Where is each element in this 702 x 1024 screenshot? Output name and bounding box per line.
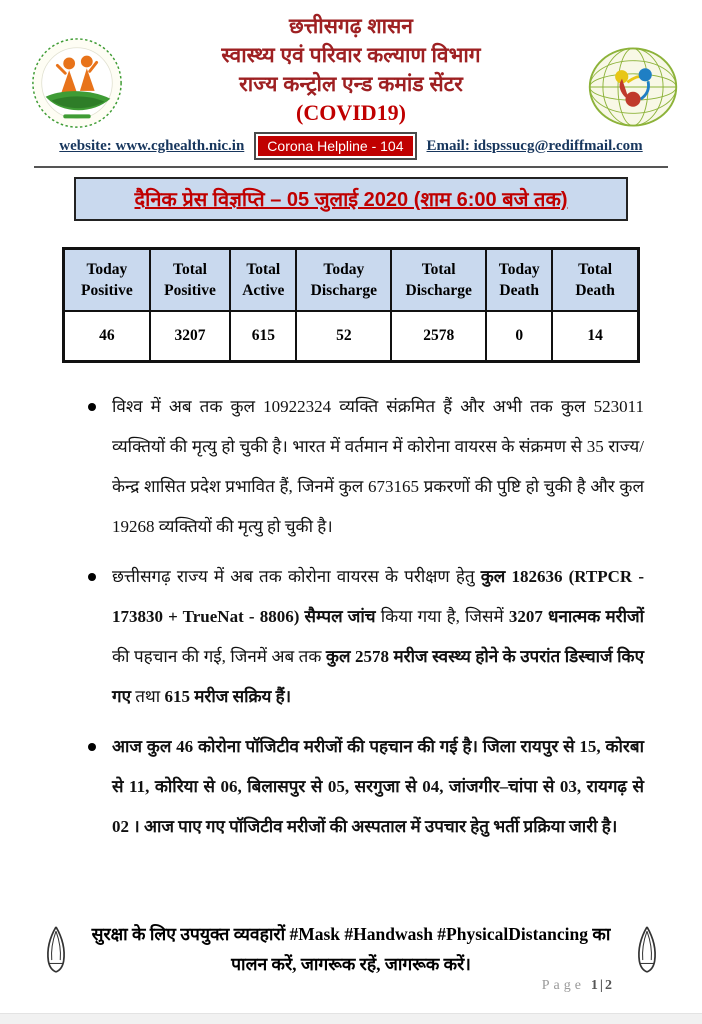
page-number-label: Page — [541, 978, 585, 993]
stats-table-header-row — [64, 249, 639, 312]
stats-value-cell: 46 — [64, 311, 150, 362]
website-link[interactable]: website: www.cghealth.nic.in — [59, 137, 245, 154]
text-segment: तथा — [135, 687, 165, 706]
stats-table — [62, 247, 640, 363]
text-segment: 615 मरीज सक्रिय हैं। — [164, 687, 292, 706]
nhm-health-mission-logo-icon — [26, 36, 128, 134]
stats-value-cell: 52 — [296, 311, 391, 362]
stats-header-cell: Total Active — [230, 249, 296, 312]
org-title-line1: छत्तीसगढ़ शासन — [289, 15, 413, 38]
text-segment: छत्तीसगढ़ राज्य में अब तक कोरोना वायरस के परीक्षण हेतु — [112, 567, 481, 586]
page-number-value: 1|2 — [590, 978, 614, 993]
org-title-line2: स्वास्थ्य एवं परिवार कल्याण विभाग — [221, 44, 481, 67]
stats-value-cell: 2578 — [391, 311, 486, 362]
text-segment: का पालन करें, जागरूक रहें, जागरूक करें। — [231, 924, 611, 974]
stats-header-cell: Total Discharge — [391, 249, 486, 312]
stats-header-cell: Total Positive — [150, 249, 231, 312]
header — [0, 0, 702, 168]
stats-value-cell: 3207 — [150, 311, 231, 362]
stats-value-cell: 0 — [486, 311, 552, 362]
footer-message-text — [79, 919, 624, 979]
date-banner-text: दैनिक प्रेस विज्ञप्ति – 05 जुलाई 2020 (शाम 6:00 बजे तक) — [134, 189, 568, 211]
text-segment: कुल 182636 (RTPCR - 173830 + TrueNat - 8806) सैम्पल जांच — [112, 567, 644, 626]
email-link[interactable]: Email: idspssucg@rediffmail.com — [426, 137, 643, 154]
stats-value-cell: 615 — [230, 311, 296, 362]
covid19-title: (COVID19) — [296, 100, 406, 125]
idsp-globe-logo-icon — [586, 44, 680, 130]
bullet-item — [86, 557, 644, 717]
footer-message — [0, 919, 702, 979]
folded-hands-icon — [630, 921, 664, 977]
stats-header-cell: Today Death — [486, 249, 552, 312]
stats-header-cell: Today Discharge — [296, 249, 391, 312]
stats-value-cell: 14 — [552, 311, 638, 362]
bottom-strip — [0, 1013, 702, 1024]
text-segment: कुल 2578 मरीज स्वस्थ्य होने के उपरांत डिस्चार्ज किए गए — [112, 647, 644, 706]
text-segment: विश्व में अब तक कुल 10922324 व्यक्ति संक्रमित हैं और अभी तक कुल 523011 व्यक्तियों की मृत्यु हो चुकी है। भारत में वर्तमान में कोरोना वायरस के संक्रमण से 35 राज्य/केन्द्र शासित प्रदेश प्रभावित हैं, जिनमें कुल 673165 प्रकरणों की पुष्टि हो चुकी है और कुल 19268 व्यक्तियों की मृत्यु हो चुकी है। — [112, 397, 644, 536]
stats-header-cell: Total Death — [552, 249, 638, 312]
text-segment: आज कुल 46 कोरोना पॉजिटीव मरीजों की पहचान की गई है। जिला रायपुर से 15, कोरबा से 11, कोरिया से 06, बिलासपुर से 05, सरगुजा से 04, जांजगीर–चांपा से 03, रायगढ़ से 02 । आज पाए गए पॉजिटीव मरीजों की अस्पताल में उपचार हेतु भर्ती प्रक्रिया जारी है। — [112, 737, 644, 836]
org-title-line3: राज्य कन्ट्रोल एन्ड कमांड सेंटर — [239, 73, 463, 96]
stats-table-value-row — [64, 311, 639, 362]
corona-helpline-box — [254, 132, 416, 160]
text-segment: #Mask #Handwash #PhysicalDistancing — [289, 924, 589, 944]
header-divider — [34, 166, 668, 168]
folded-hands-icon — [39, 921, 73, 977]
text-segment: सुरक्षा के लिए उपयुक्त व्यवहारों — [91, 924, 290, 944]
corona-helpline-label: Corona Helpline - 104 — [258, 136, 412, 156]
date-banner — [74, 177, 628, 221]
bullet-item — [86, 387, 644, 547]
text-segment: की पहचान की गई, जिनमें अब तक — [112, 647, 326, 666]
text-segment: 3207 धनात्मक मरीजों — [508, 607, 644, 626]
page-number — [542, 978, 614, 994]
text-segment: किया गया है, जिसमें — [380, 607, 509, 626]
bullet-list — [86, 387, 644, 847]
stats-header-cell: Today Positive — [64, 249, 150, 312]
bullet-item — [86, 727, 644, 847]
contact-row — [0, 132, 702, 160]
